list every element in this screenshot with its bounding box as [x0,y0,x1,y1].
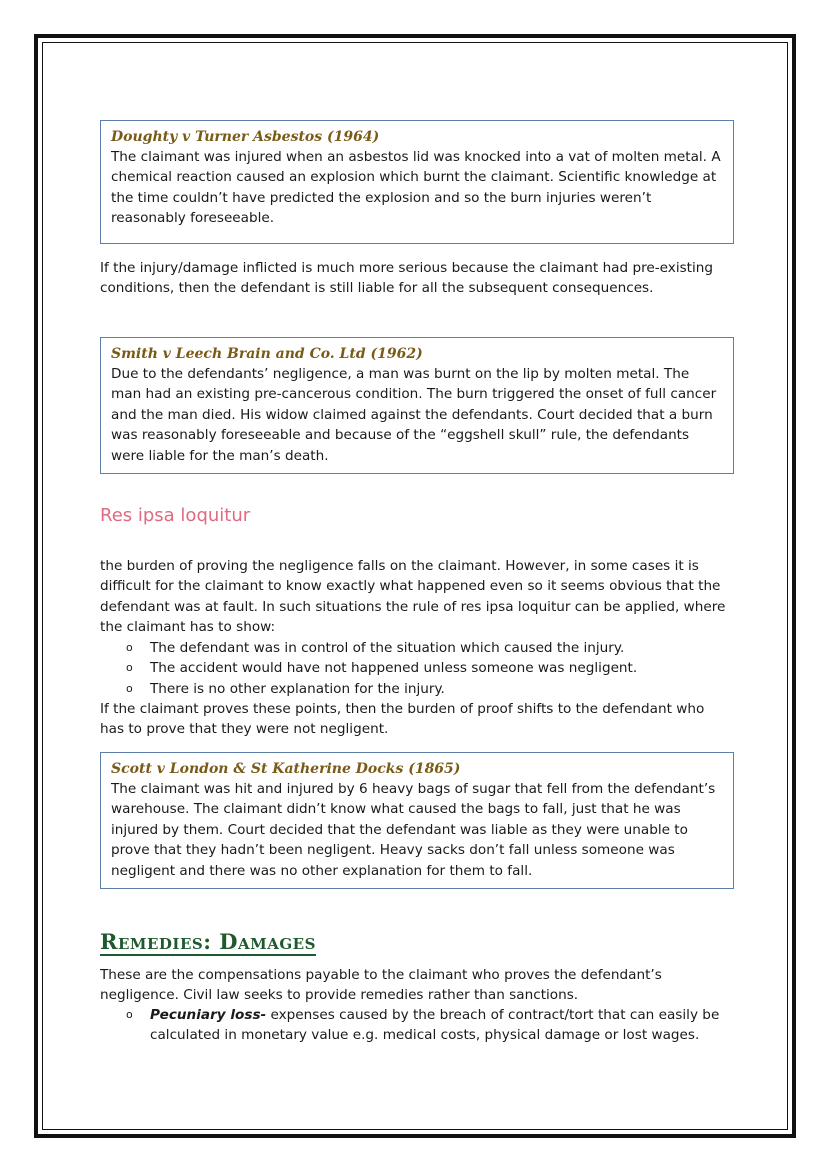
term: Pecuniary loss- [150,1007,267,1023]
list-item: o Pecuniary loss- expenses caused by the breach of contract/tort that can easily be calculated in monetary value e.g. medical costs, physical damage or lost wages. [126,1007,720,1044]
list-item: o The defendant was in control of the situation which caused the injury. [100,638,730,658]
list-item: o The accident would have not happened unless someone was negligent. [100,658,730,678]
section-subheading: Res ipsa loquitur [100,505,251,526]
case-body: Due to the defendants’ negligence, a man was burnt on the lip by molten metal. The man had an existing pre-cancerous condition. The burn triggered the onset of full cancer and the man died. His widow claimed against the defendants. Court decided that a burn was reasonably foreseeable and because of the “eggshell skull” rule, the defendants were liable for the man’s death. [111,366,717,464]
bullet-marker: o [126,681,133,695]
list-item: o There is no other explanation for the injury. [100,679,730,699]
damages-list [100,1005,730,1046]
case-body: The claimant was injured when an asbestos lid was knocked into a vat of molten metal. A chemical reaction caused an explosion which burnt the claimant. Scientific knowledge at the time couldn’t have predicted the explosion and so the burn injuries weren’t reasonably foreseeable. [111,149,721,227]
case-box-scott [100,752,734,889]
paragraph-res-ipsa: the burden of proving the negligence falls on the claimant. However, in some cases it is difficult for the claimant to know exactly what happened even so it seems obvious that the defendant was at fault. In such situations the rule of res ipsa loquitur can be applied, where the claimant has to show: [100,558,726,636]
case-title: Doughty v Turner Asbestos (1964) [111,129,380,145]
section-heading: Remedies: Damages [100,929,316,954]
case-body: The claimant was hit and injured by 6 heavy bags of sugar that fell from the defendant’s warehouse. The claimant didn’t know what caused the bags to fall, just that he was injured by them. Court decided that the defendant was liable as they were unable to prove that they hadn’t been negligent. Heavy sacks don’t fall unless someone was negligent and there was no other explanation for them to fall. [111,781,716,879]
case-title: Smith v Leech Brain and Co. Ltd (1962) [111,346,423,362]
paragraph-eggshell-intro: If the injury/damage inflicted is much more serious because the claimant had pre-existing conditions, then the defendant is still liable for all the subsequent consequences. [100,260,714,297]
case-box-smith [100,337,734,474]
paragraph-damages-intro: These are the compensations payable to the claimant who proves the defendant’s negligence. Civil law seeks to provide remedies rather than sanctions. [100,967,662,1004]
bullet-marker: o [126,1008,133,1021]
case-title: Scott v London & St Katherine Docks (1865) [111,761,461,777]
res-ipsa-conditions-list [100,638,730,699]
case-box-doughty [100,120,734,244]
paragraph-burden-shift: If the claimant proves these points, then the burden of proof shifts to the defendant who has to prove that they were not negligent. [100,701,705,738]
bullet-marker: o [126,661,133,675]
bullet-marker: o [126,641,133,654]
